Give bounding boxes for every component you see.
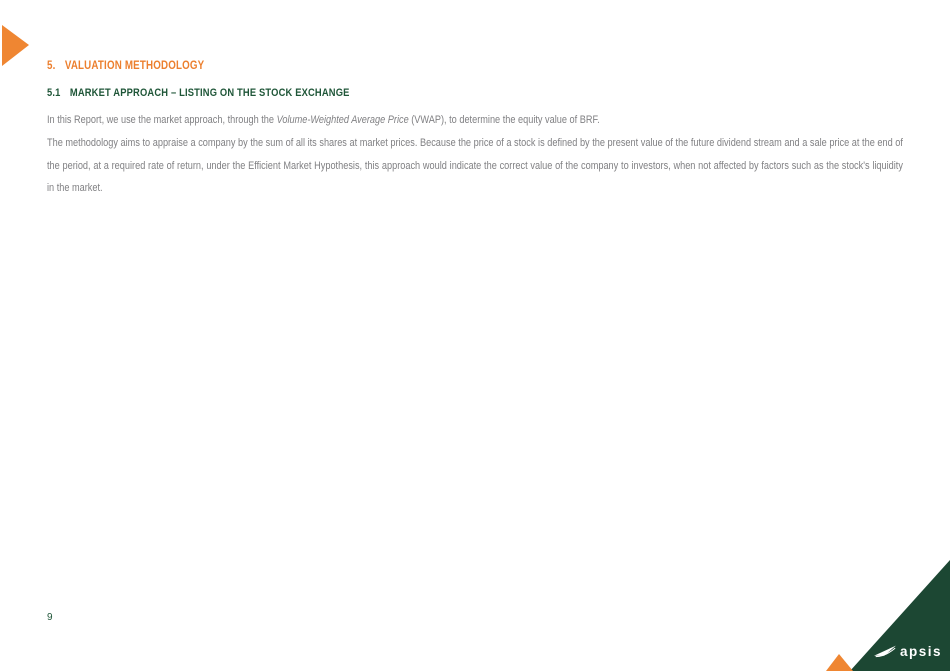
paragraph-1 (47, 109, 903, 132)
footer-orange-triangle-icon (826, 654, 853, 671)
section-number: 5. (47, 60, 56, 72)
page-number: 9 (47, 612, 53, 623)
paragraph-2: The methodology aims to appraise a company by the sum of all its shares at market prices. Because the price of a stock is defined by the present value of the future dividend stream and a sale price at the end of the period, at a required rate of return, under the Efficient Market Hypothesis, this approach would indicate the correct value of the company to investors, when not affected by factors such as the stock's liquidity in the market. (47, 137, 903, 194)
paragraph-1-italic-term: Volume-Weighted Average Price (276, 114, 409, 126)
section-title: VALUATION METHODOLOGY (64, 60, 205, 72)
apsis-logo (874, 645, 942, 659)
paragraph-1-tail: (VWAP), to determine the equity value of BRF. (408, 114, 600, 126)
subsection-title: MARKET APPROACH – LISTING ON THE STOCK EXCHANGE (69, 87, 350, 99)
section-heading (47, 60, 204, 72)
paragraph-1-lead: In this Report, we use the market approach, through the (47, 114, 277, 126)
subsection-heading (47, 87, 350, 99)
subsection-number: 5.1 (47, 87, 61, 99)
footer-corner-graphic (850, 560, 950, 671)
corner-accent-arrow-icon (2, 25, 29, 66)
apsis-bird-icon (874, 645, 896, 658)
apsis-logo-text: apsis (899, 643, 942, 659)
